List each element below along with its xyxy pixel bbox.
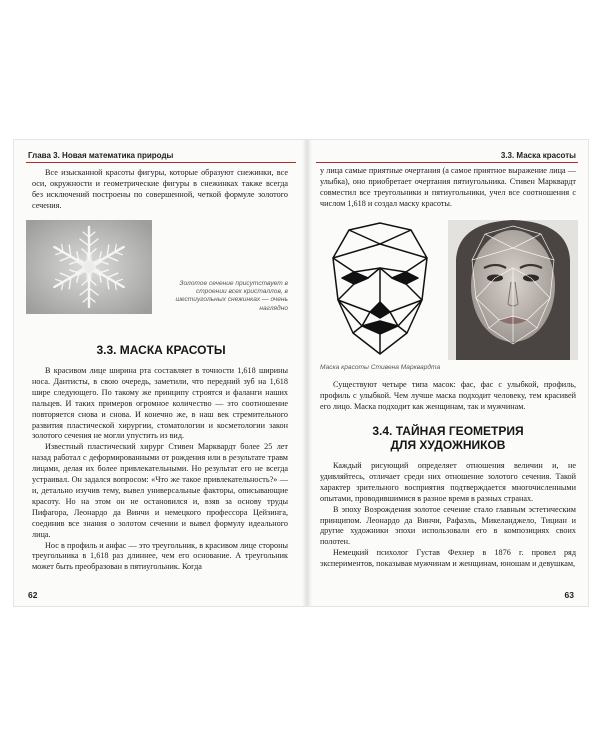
beauty-mask-icon xyxy=(324,220,436,358)
right-page xyxy=(310,140,588,606)
mask-types-paragraph: Существуют четыре типа масок: фас, фас с улыбкой, профиль, профиль с улыбкой. Чем лучше маска подходит человеку, тем красивей его лицо. Маска подходит как женщинам, так и мужчинам. xyxy=(320,380,576,411)
intro-paragraph: Все изысканной красоты фигуры, которые образуют снежинки, все оси, окружности и геометрические фигуры в снежинках также всегда без исключений построены по совершенной, четкой формуле золотого сечения. xyxy=(32,168,288,210)
right-top-paragraph: у лица самые приятные очертания (а самое приятное выражение лица — улыбка), оно приобретает очертания пятиугольника. Стивен Марквардт совместил все треугольники и пятиугольники, учел все соотношения с числом 1,618 и создал маску красоты. xyxy=(320,166,576,208)
snowflake-caption: Золотое сечение присутствует в строении всех кристаллов, в шестиугольных снежинках — очень наглядно xyxy=(175,280,288,312)
artists-paragraph-1: Каждый рисующий определяет отношения величин и, не удивляйтесь, отличает среди них отношение золотого сечения. Такой характер зрительного восприятия подтверждается многочисленными опытами, проводившимися в разное время в разных странах. xyxy=(320,461,576,503)
paragraph-1: В красивом лице ширина рта составляет в точности 1,618 ширины носа. Дантисты, в свою очередь, заметили, что передний зуб на 1,618 шире следующего. По такому же принципу строятся и фаланги наших пальцев. И таких примеров огромное количество — это соотношение повторяется снова и снова. И конечно же, в наш век стремительного развития пластической хирургии, стоматологии и косметологии закон золотого сечения не могли упустить из вид. xyxy=(32,366,288,441)
artists-paragraph-2: В эпоху Возрождения золотое сечение стало главным эстетическим принципом. Леонардо да Винчи, Рафаэль, Микеланджело, Тициан и другие художники эпохи использовали его в композициях своих полотен. xyxy=(320,504,576,547)
section-title-3-4-line2: ДЛЯ ХУДОЖНИКОВ xyxy=(390,438,506,452)
left-running-head: Глава 3. Новая математика природы xyxy=(28,151,174,160)
paragraph-3: Нос в профиль и анфас — это треугольник, в красивом лице стороны треугольника в 1,618 раз длиннее, чем его основание. А треугольник может быть преобразован в пятиугольник. Когда xyxy=(32,540,288,572)
book-spread xyxy=(14,140,588,606)
page-number-left: 62 xyxy=(28,590,38,600)
beauty-mask-drawing xyxy=(324,220,436,358)
right-head-rule xyxy=(316,162,578,163)
face-photo-icon xyxy=(448,220,578,360)
left-page xyxy=(14,140,304,606)
face-photo-with-mask xyxy=(448,220,578,360)
section-title-3-4-line1: 3.4. ТАЙНАЯ ГЕОМЕТРИЯ xyxy=(372,424,524,438)
snowflake-icon xyxy=(26,220,152,314)
artists-paragraph-3: Немецкий психолог Густав Фехнер в 1876 г. провел ряд экспериментов, показывая мужчинам и женщинам, юношам и девушкам, xyxy=(320,548,576,569)
left-head-rule xyxy=(26,162,296,163)
paragraph-2: Известный пластический хирург Стивен Марквардт более 25 лет назад работал с деформированными от рождения или в результате травм лицами, делая их более привлекательными. Но результат его не всегда устраивал. Он задался вопросом: «Что же такое привлекательность?» — и, детально изучив тему, вывел универсальные факторы, описывающие красоту. Но на этом он не остановился и, взяв за основу труды Пифагора, Леонардо да Винчи и немецкого профессора Цейзинга, соединив все знания о золотом сечении и вывел формулу идеального лица. xyxy=(32,442,288,539)
page-number-right: 63 xyxy=(564,590,574,600)
section-title-3-3: 3.3. МАСКА КРАСОТЫ xyxy=(96,343,226,357)
mask-caption: Маска красоты Стивена Марквардта xyxy=(320,364,441,371)
section-title-3-4 xyxy=(320,424,576,452)
right-running-head: 3.3. Маска красоты xyxy=(500,151,576,160)
snowflake-photo xyxy=(26,220,152,314)
